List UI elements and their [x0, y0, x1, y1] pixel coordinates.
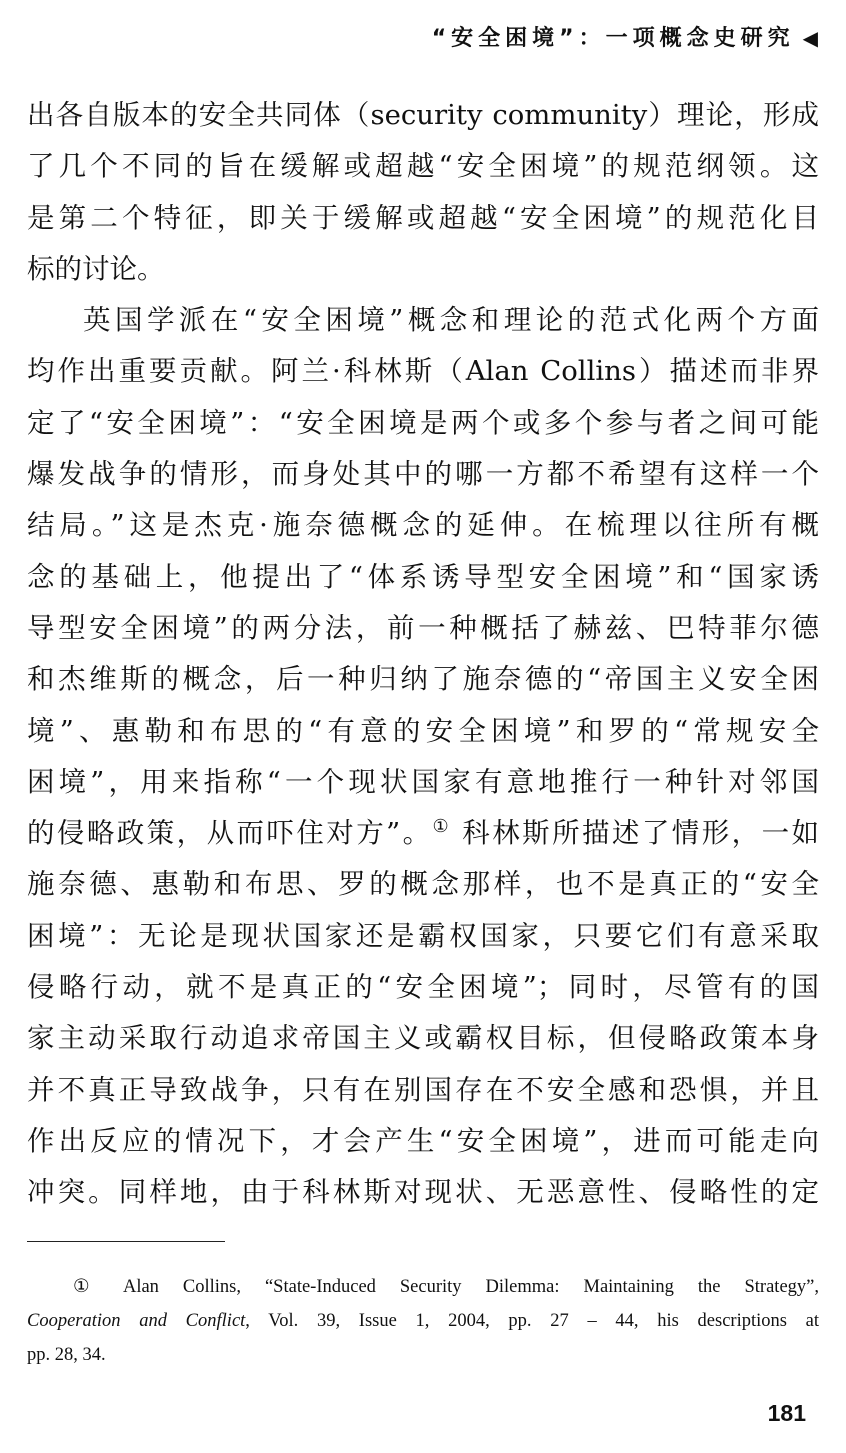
- footnote-divider: [27, 1241, 225, 1242]
- text-line: 困境”：无论是现状国家还是霸权国家，只要它们有意采取: [27, 919, 819, 952]
- footnote-line: pp. 28, 34.: [27, 1345, 106, 1365]
- text-line: 冲突。同样地，由于科林斯对现状、无恶意性、侵略性的定: [27, 1176, 819, 1209]
- text-line: 了几个不同的旨在缓解或超越“安全困境”的规范纲领。这: [27, 150, 819, 183]
- text-line: 是第二个特征，即关于缓解或超越“安全困境”的规范化目: [27, 201, 819, 234]
- text-segment: 科林斯所描述了情形，一如: [451, 817, 819, 850]
- text-line: 导型安全困境”的两分法，前一种概括了赫兹、巴特菲尔德: [27, 611, 819, 644]
- footnote-text: , Vol. 39, Issue 1, 2004, pp. 27 – 44, his descriptions at: [245, 1311, 819, 1331]
- footnote-line: [27, 1270, 819, 1304]
- text-line: 作出反应的情况下，才会产生“安全困境”，进而可能走向: [27, 1124, 819, 1157]
- page-number: 181: [767, 1400, 806, 1426]
- footnote-line: [27, 1304, 819, 1338]
- body-text: [27, 90, 819, 1219]
- text-line: 出各自版本的安全共同体（security community）理论，形成: [27, 99, 819, 131]
- arrow-left-icon: ◀: [802, 26, 818, 50]
- text-line: 并不真正导致战争，只有在别国存在不安全感和恐惧，并且: [27, 1073, 819, 1106]
- text-line: 英国学派在“安全困境”概念和理论的范式化两个方面: [83, 304, 819, 337]
- text-line: 爆发战争的情形，而身处其中的哪一方都不希望有这样一个: [27, 458, 819, 491]
- text-line: 均作出重要贡献。阿兰·科林斯（Alan Collins）描述而非界: [27, 355, 819, 388]
- footnote-marker: ①: [73, 1277, 109, 1297]
- footnote-reference[interactable]: ①: [432, 816, 452, 838]
- text-line-with-footnote: [27, 808, 819, 859]
- journal-title: Cooperation and Conflict: [27, 1311, 246, 1331]
- running-title: “安全困境”：一项概念史研究: [431, 26, 795, 51]
- text-line: 定了“安全困境”：“安全困境是两个或多个参与者之间可能: [27, 406, 819, 439]
- footnote-text: Alan Collins, “State-Induced Security Dilemma: Maintaining the Strategy”,: [122, 1277, 819, 1297]
- text-line: 侵略行动，就不是真正的“安全困境”；同时，尽管有的国: [27, 971, 819, 1004]
- text-line: 结局。”这是杰克·施奈德概念的延伸。在梳理以往所有概: [27, 509, 819, 542]
- text-line: 和杰维斯的概念，后一种归纳了施奈德的“帝国主义安全困: [27, 663, 819, 696]
- text-segment: 的侵略政策，从而吓住对方”。: [27, 817, 433, 850]
- running-head: [432, 20, 818, 57]
- text-line: 念的基础上，他提出了“体系诱导型安全困境”和“国家诱: [27, 560, 819, 593]
- text-line: 困境”，用来指称“一个现状国家有意地推行一种针对邻国: [27, 765, 819, 798]
- text-line: 家主动采取行动追求帝国主义或霸权目标，但侵略政策本身: [27, 1022, 819, 1055]
- text-line: 标的讨论。: [27, 252, 165, 285]
- text-line: 施奈德、惠勒和布思、罗的概念那样，也不是真正的“安全: [27, 868, 819, 901]
- text-line: 境”、惠勒和布思的“有意的安全困境”和罗的“常规安全: [27, 714, 819, 747]
- footnotes: [27, 1270, 819, 1372]
